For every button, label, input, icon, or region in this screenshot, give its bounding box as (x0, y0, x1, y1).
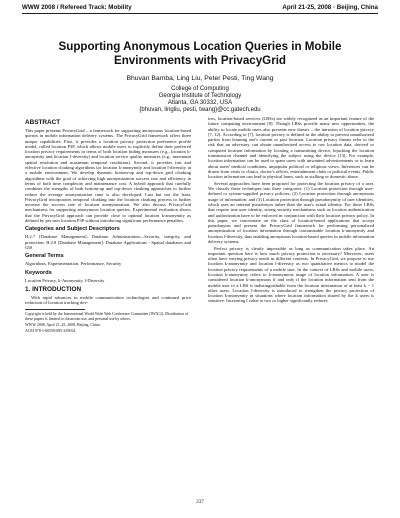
body-paragraph-1: ices, location-based services (LBSs) are widely recognized as an important feature of the future computing environment [8]. Though LBSs provide many new opportunities, the ability to locate mobile users also presents new threats – the intrusion of location privacy [7, 12]. According to [7], location privacy is defined as the ability to prevent unauthorized parties from learning one's current or past location. Location privacy threats refer to the risk that an adversary can obtain unauthorized access to raw location data, derived or computed location information by locating a transmitting device, hijacking the location transmission channel and identifying the subject using the device [13]. For example, location information can be used to spam users with unwanted advertisements or to learn about users' medical conditions, unpopular political or religious views. Inferences can be drawn from visits to clinics, doctor's offices, entertainment clubs or political events. Public location information can lead to physical harm, such as stalking or domestic abuse. (208, 116, 374, 180)
footnote-rule (25, 309, 85, 310)
abstract-text: This paper presents PrivacyGrid – a framework for supporting anonymous location-based queries in mobile information delivery systems. The PrivacyGrid framework offers three unique capabilities. First, it provides a location privacy protection preference profile model, called location P3P, which allows mobile users to explicitly define their preferred location privacy requirements in terms of both location hiding measures (e.g., location k-anonymity and location l-diversity) and location service quality measures (e.g., maximum spatial resolution and maximum temporal resolution). Second, it provides fast and effective location cloaking algorithms for location k-anonymity and location l-diversity in a mobile environment. We develop dynamic bottom-up and top-down grid cloaking algorithms with the goal of achieving high anonymization success rate and efficiency in terms of both time complexity and maintenance cost. A hybrid approach that carefully combines the strengths of both bottom-up and top-down cloaking approaches to further reduce the average anonymization time is also developed. Last but not the least, PrivacyGrid incorporates temporal cloaking into the location cloaking process to further increase the success rate of location anonymization. We also discuss PrivacyGrid mechanisms for supporting anonymous location queries. Experimental evaluation shows that the PrivacyGrid approach can provide close to optimal location k-anonymity as defined by per user location P3P without introducing significant performance penalties. (25, 128, 191, 224)
left-column (25, 116, 191, 334)
introduction-heading: 1. INTRODUCTION (25, 285, 82, 293)
header-rule (22, 13, 378, 14)
body-paragraph-2: Several approaches have been proposed for protecting the location privacy of a user. We classify these techniques into three categories: (1) Location protection through user-defined or system-supplied privacy policies; (2) Location protection through anonymous usage of information; and (3) Location protection through pseudonymity of user identities, which uses an internal pseudonym rather than the user's actual identity. For those LBSs that require true user identity, strong security mechanisms such as location authentication and authorization have to be enforced in conjunction with their location privacy policy. In this paper, we concentrate on the class of location-based applications that accept pseudonyms and present the PrivacyGrid framework for performing personalized anonymization of location information through customizable location k-anonymity and location l-diversity, thus enabling anonymous location-based queries in mobile information delivery systems. (208, 180, 374, 245)
categories-heading: Categories and Subject Descriptors (25, 226, 120, 233)
general-terms-heading: General Terms (25, 253, 64, 260)
copyright-notice: Copyright is held by the International World Wide Web Conference Committee (IW3C2). Distribution of these papers is limited to classroom use, and personal use by others. (25, 312, 189, 322)
right-column (208, 116, 374, 305)
running-header (0, 2, 400, 16)
title-line-2: Environments with PrivacyGrid (113, 53, 287, 67)
keywords-text: Location Privacy, k-Anonymity, l-Diversity (25, 277, 105, 283)
header-right: April 21-25, 2008 · Beijing, China (282, 4, 378, 11)
abstract-heading: ABSTRACT (25, 119, 61, 126)
paper-title (20, 40, 380, 67)
affiliation-line-1: College of Computing (171, 86, 229, 92)
affiliation-email: {bhuvan, lingliu, pesti, twang}@cc.gatech.edu (139, 107, 261, 113)
body-paragraph-3: Perfect privacy is clearly impossible as long as communication takes place. An important question here is how much privacy protection is necessary? Moreover, users often have varying privacy needs in different contexts. In PrivacyGrid, we propose to use location k-anonymity and location l-diversity as two quantitative metrics to model the location privacy requirements of a mobile user. In the context of LBSs and mobile users, location k-anonymity refers to k-anonymous usage of location information. A user is considered location k-anonymous if and only if the location information sent from the mobile user to a LBS is indistinguishable from the location information of at least k − 1 other users. Location l-diversity is introduced to strengthen the privacy protection of location k-anonymity in situations where location information shared by the k users is sensitive. Increasing l value to two or higher significantly reduces (208, 245, 374, 304)
general-terms-text: Algorithms, Experimentation, Performance, Security (25, 261, 122, 267)
affiliation (20, 86, 380, 114)
acm-number: ACM 978-1-60558-085-2/08/04. (25, 328, 77, 333)
affiliation-line-2: Georgia Institute of Technology (158, 93, 242, 99)
header-left: WWW 2008 / Refereed Track: Mobility (22, 4, 132, 11)
conference-notice: WWW 2008, April 21–25, 2008, Beijing, China. (25, 322, 101, 327)
categories-text: H.2.7 [Database Management]: Database Administration—Security, integrity, and protection; H.2.8 [Database Management]: Database Applications - Spatial databases and GIS (25, 234, 191, 250)
page-number: 237 (196, 500, 204, 505)
author-list: Bhuvan Bamba, Ling Liu, Peter Pesti, Ting Wang (126, 75, 274, 82)
title-line-1: Supporting Anonymous Location Queries in Mobile (58, 40, 342, 53)
affiliation-line-3: Atlanta, GA 30332, USA (167, 100, 233, 106)
introduction-text: With rapid advances in mobile communication technologies and continued price reduction of location tracking dev- (25, 294, 191, 306)
keywords-heading: Keywords (25, 269, 52, 276)
